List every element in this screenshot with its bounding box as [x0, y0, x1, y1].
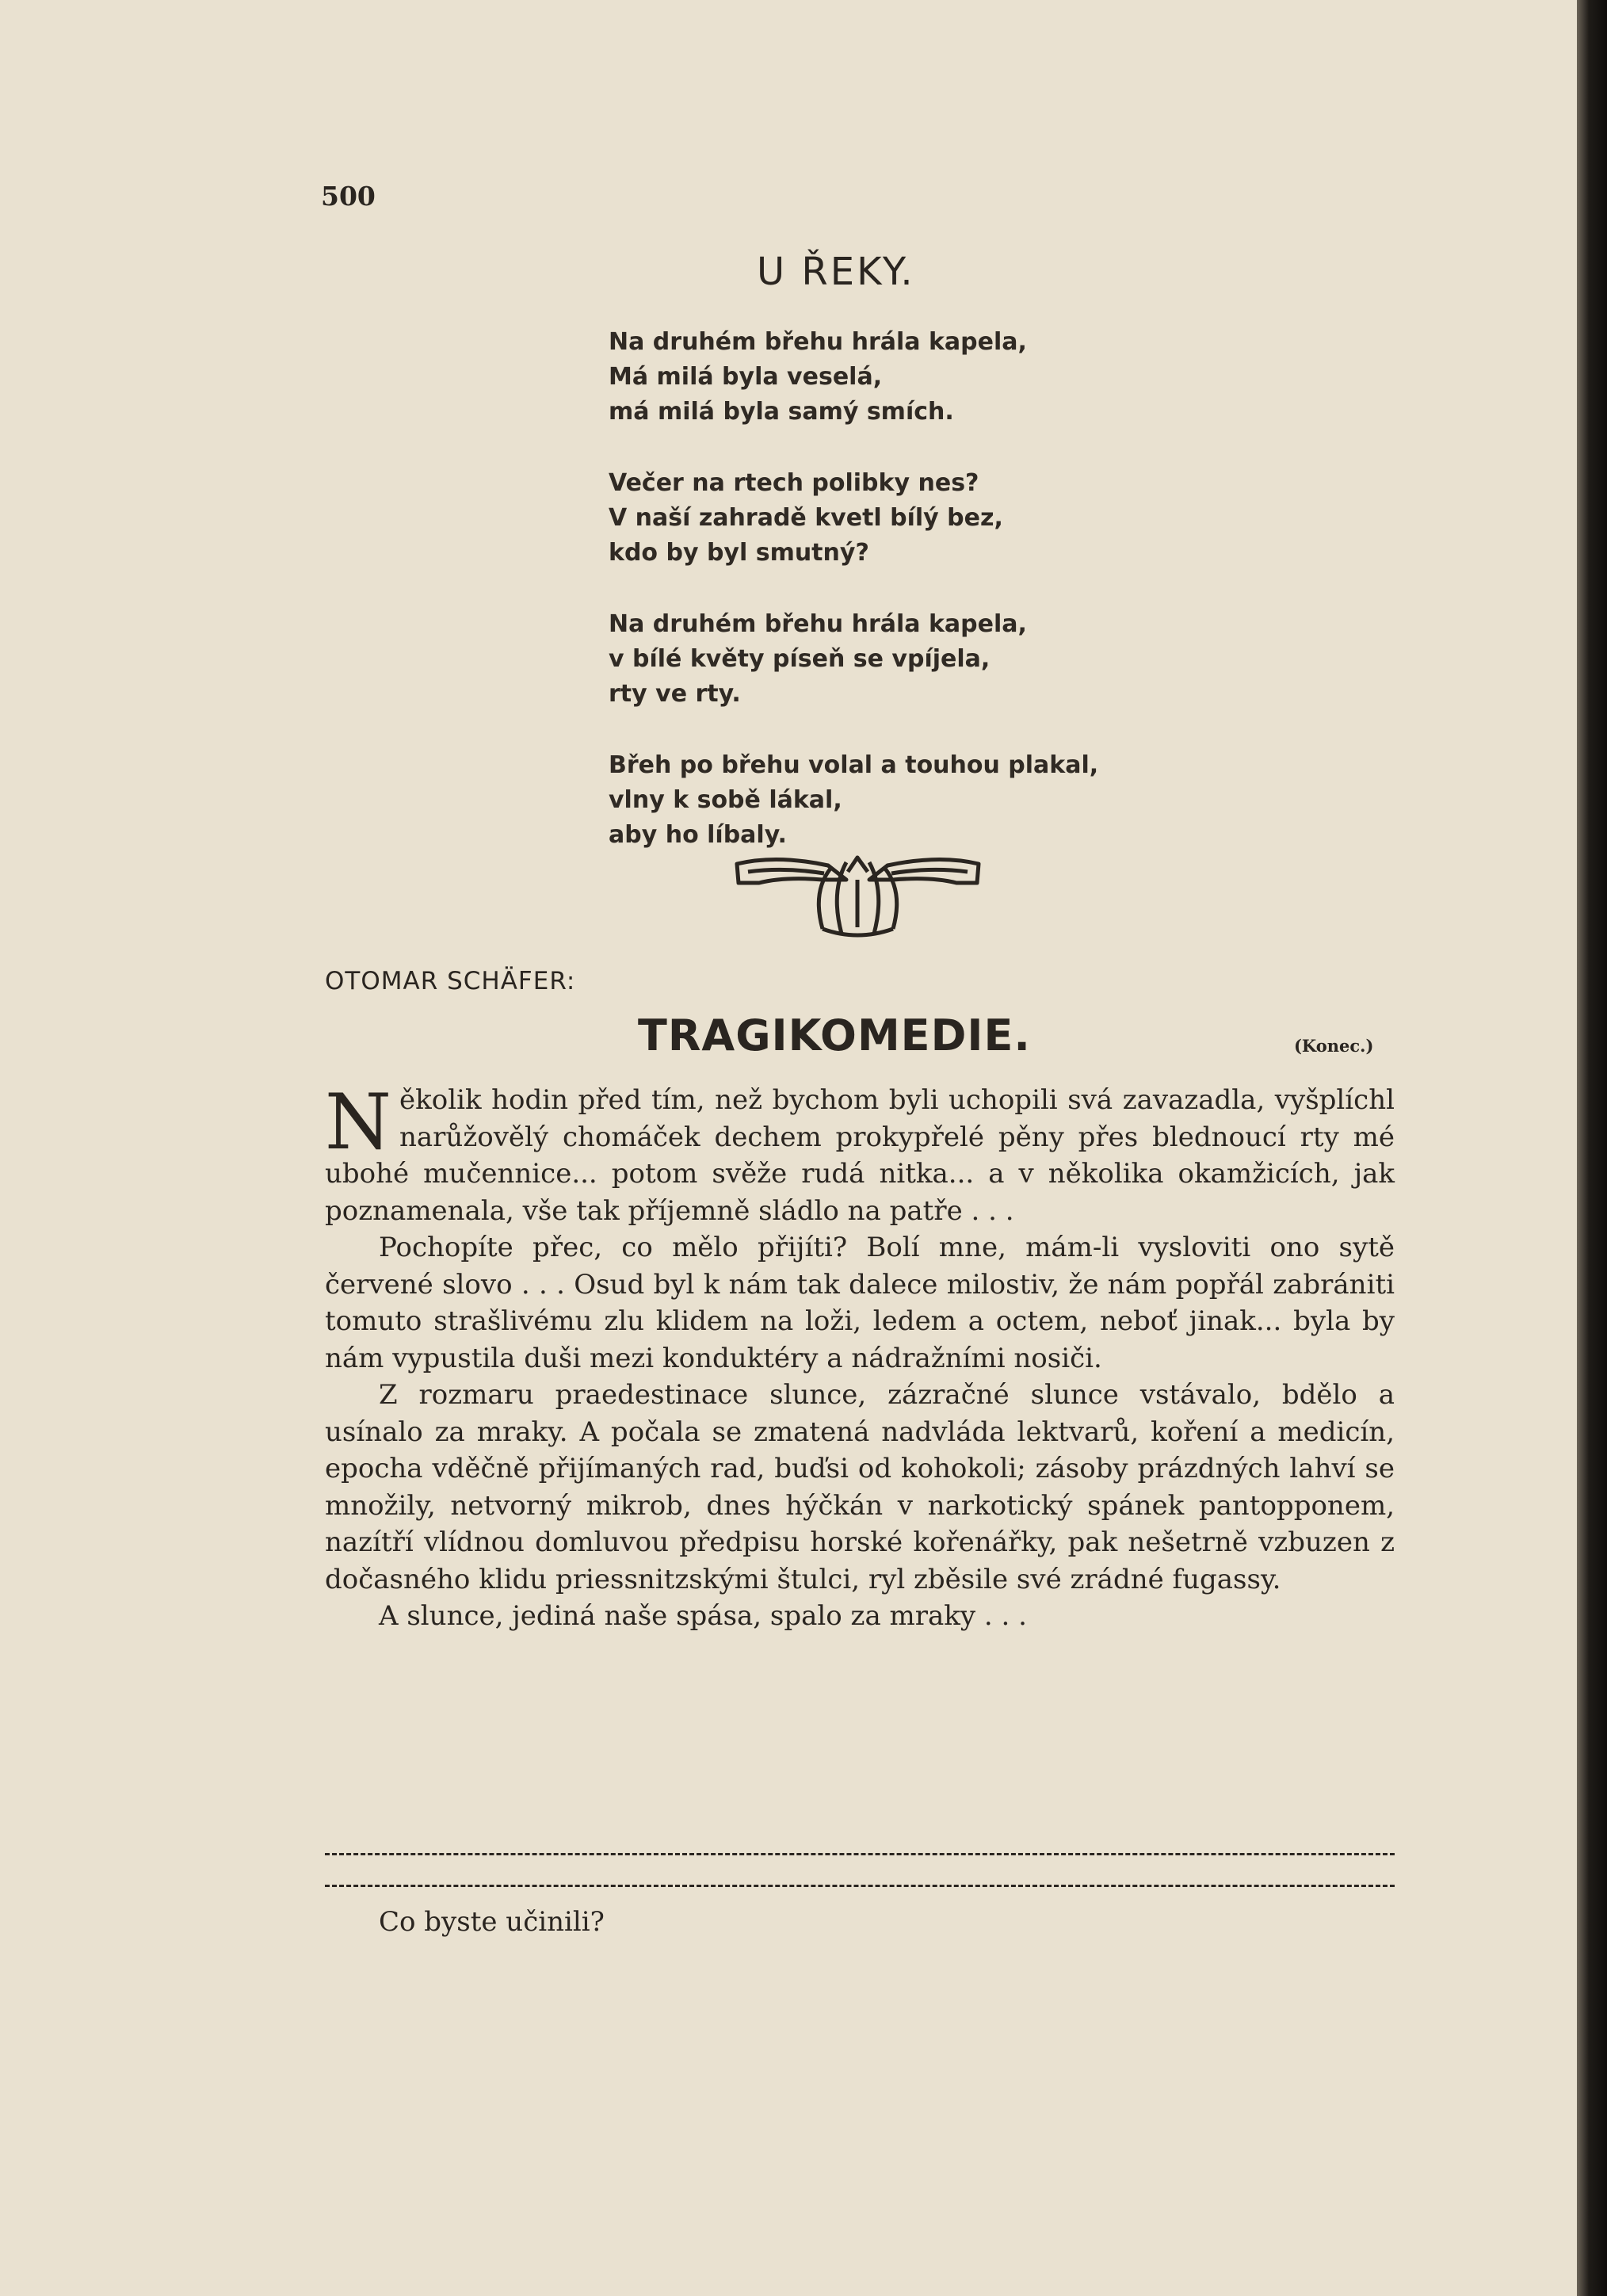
- poem-line: V naší zahradě kvetl bílý bez,: [609, 504, 1003, 532]
- poem-line: má milá byla samý smích.: [609, 398, 954, 426]
- poem-stanza: [609, 466, 1290, 571]
- poem-stanza: [609, 607, 1290, 712]
- book-spine: [1577, 0, 1607, 2296]
- story-body: [325, 1078, 1395, 1635]
- poem-title: U ŘEKY.: [757, 250, 915, 294]
- paragraph: [325, 1078, 1395, 1229]
- poem: [609, 325, 1290, 889]
- closing-question: Co byste učinili?: [379, 1906, 605, 1938]
- dash-divider: [325, 1853, 1395, 1855]
- poem-line: Večer na rtech polibky nes?: [609, 469, 979, 497]
- status-note: (Konec.): [1294, 1036, 1374, 1056]
- poem-line: Na druhém břehu hrála kapela,: [609, 610, 1027, 638]
- paragraph-text: ěkolik hodin před tím, než bychom byli uchopili svá zavazadla, vyšplíchl narůžovělý chomáček dechem prokypřelé pěny přes blednoucí rty mé ubohé mučennice... potom svěže rudá nitka... a v několika okamžicích, jak poznamenala, vše tak příjemně sládlo na patře . . .: [325, 1084, 1395, 1227]
- page-number: 500: [321, 181, 376, 212]
- dash-divider: [325, 1885, 1395, 1887]
- drop-cap: N: [325, 1078, 391, 1167]
- poem-line: aby ho líbaly.: [609, 821, 787, 849]
- paragraph: Z rozmaru praedestinace slunce, zázračné slunce vstávalo, bdělo a usínalo za mraky. A počala se zmatená nadvláda lektvarů, koření a medicín, epocha vděčně přijímaných rad, buďsi od kohokoli; zásoby prázdných lahví se množily, netvorný mikrob, dnes hýčkán v narkotický spánek pantopponem, nazítří vlídnou domluvou předpisu horské kořenářky, pak nešetrně vzbuzen z dočasného klidu priessnitzskými štulci, ryl zběsile své zrádné fugassy.: [325, 1379, 1395, 1595]
- poem-line: vlny k sobě lákal,: [609, 786, 842, 814]
- story-author: OTOMAR SCHÄFER:: [325, 967, 576, 995]
- poem-line: v bílé květy píseň se vpíjela,: [609, 645, 991, 673]
- ornament-icon: [729, 848, 987, 939]
- story-title: TRAGIKOMEDIE.: [638, 1010, 1031, 1060]
- poem-line: kdo by byl smutný?: [609, 539, 869, 567]
- poem-line: Má milá byla veselá,: [609, 363, 883, 391]
- paragraph: Pochopíte přec, co mělo přijíti? Bolí mne, mám-li vysloviti ono sytě červené slovo . . . Osud byl k nám tak dalece milostiv, že nám popřál zabrániti tomuto strašlivému zlu klidem na loži, ledem a octem, neboť jinak... byla by nám vypustila duši mezi konduktéry a nádražními nosiči.: [325, 1232, 1395, 1374]
- poem-stanza: [609, 748, 1290, 853]
- poem-stanza: [609, 325, 1290, 430]
- paragraph: A slunce, jediná naše spása, spalo za mraky . . .: [379, 1600, 1027, 1632]
- poem-line: Na druhém břehu hrála kapela,: [609, 328, 1027, 356]
- poem-line: Břeh po břehu volal a touhou plakal,: [609, 751, 1099, 779]
- poem-line: rty ve rty.: [609, 680, 741, 708]
